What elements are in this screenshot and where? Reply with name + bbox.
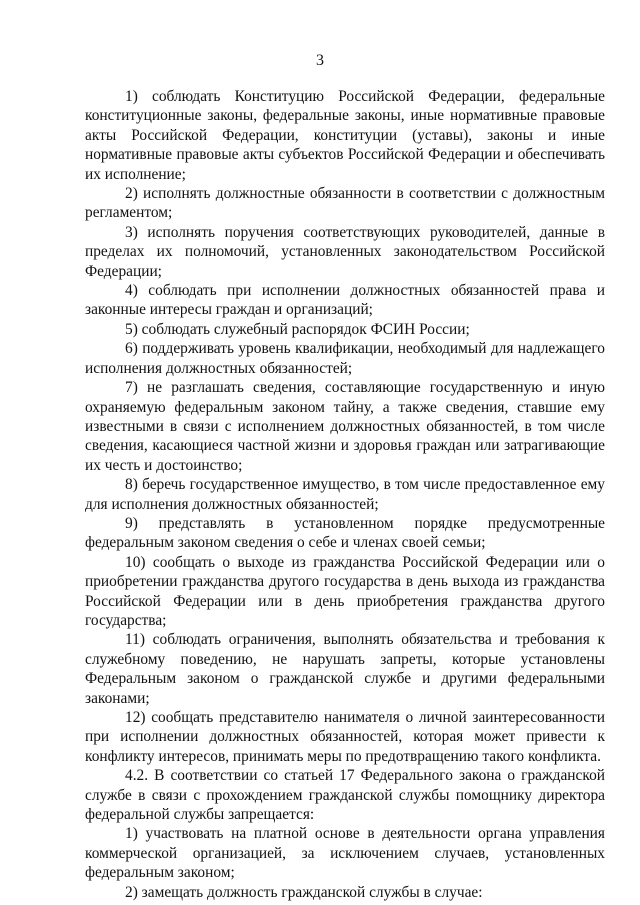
paragraph: 5) соблюдать служебный распорядок ФСИН России; [125,320,470,338]
paragraph: 6) поддерживать уровень квалификации, необходимый для надлежащего исполнения должностных обязанностей; [85,340,605,377]
paragraph: 7) не разглашать сведения, составляющие государственную и иную охраняемую федеральным законом тайну, а также сведения, ставшие ему известными в связи с исполнением должностных обязанностей, в том числе сведения, касающиеся частной жизни и здоровья граждан или затрагивающие их честь и достоинство; [85,379,605,474]
paragraph: 1) соблюдать Конституцию Российской Федерации, федеральные конституционные законы, федеральные законы, иные нормативные правовые акты Российской Федерации, конституции (уставы), законы и иные нормативные правовые акты субъектов Российской Федерации и обеспечивать их исполнение; [85,88,605,183]
paragraph: 4) соблюдать при исполнении должностных обязанностей права и законные интересы граждан и организаций; [85,282,605,319]
paragraph: 2) исполнять должностные обязанности в соответствии с должностным регламентом; [85,185,605,222]
paragraph: 1) участвовать на платной основе в деятельности органа управления коммерческой организацией, за исключением случаев, установленных федеральным законом; [85,825,605,882]
paragraph: 8) беречь государственное имущество, в том числе предоставленное ему для исполнения должностных обязанностей; [85,476,605,513]
paragraph: 9) представлять в установленном порядке предусмотренные федеральным законом сведения о себе и членах своей семьи; [85,514,605,552]
document-body [85,87,605,902]
paragraph: 3) исполнять поручения соответствующих руководителей, данные в пределах их полномочий, установленных законодательством Российской Федерации; [85,223,605,280]
paragraph: 4.2. В соответствии со статьей 17 Федерального закона о гражданской службе в связи с прохождением гражданской службы помощнику директора федеральной службы запрещается: [85,767,605,824]
page-number: 3 [316,52,324,69]
paragraph: 10) сообщать о выходе из гражданства Российской Федерации или о приобретении гражданства другого государства в день выхода из гражданства Российской Федерации или в день приобретения гражданства другого государства; [85,553,605,629]
paragraph: 2) замещать должность гражданской службы в случае: [125,883,483,901]
paragraph: 12) сообщать представителю нанимателя о личной заинтересованности при исполнении должностных обязанностей, которая может привести к конфликту интересов, принимать меры по предотвращению такого конфликта. [85,709,605,765]
paragraph: 11) соблюдать ограничения, выполнять обязательства и требования к служебному поведению, не нарушать запреты, которые установлены Федеральным законом о гражданской службе и другими федеральными законами; [85,631,605,707]
